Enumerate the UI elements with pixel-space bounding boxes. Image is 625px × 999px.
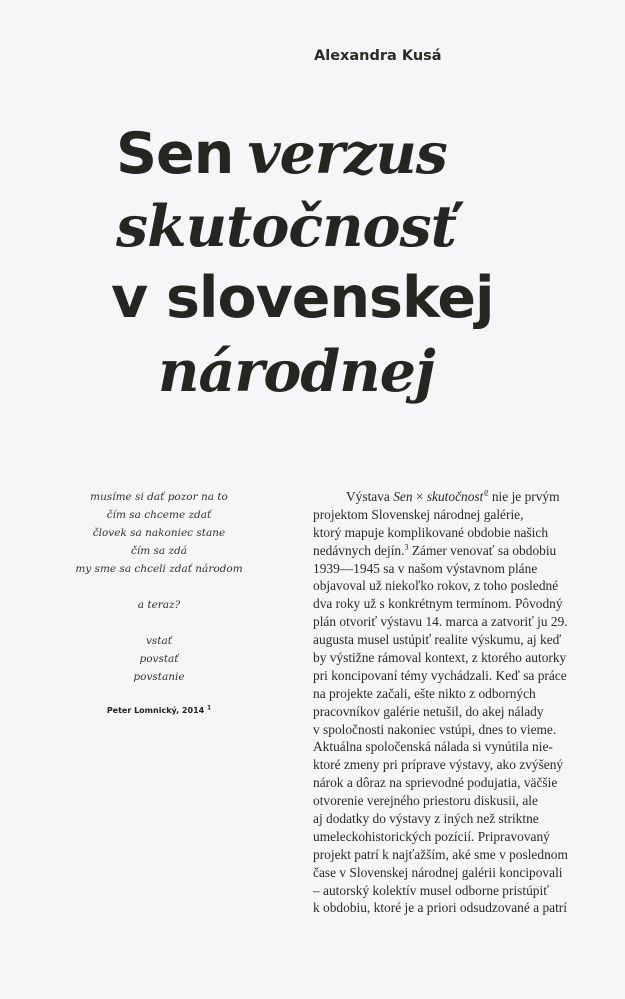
title-line-4: národnej	[158, 338, 435, 405]
author-name: Alexandra Kusá	[314, 48, 442, 64]
body-line: nárok a dôraz na sprievodné podujatia, väčšie	[313, 775, 558, 791]
body-line: ktorý mapuje komplikované obdobie našich	[313, 524, 549, 540]
poem-line: musíme si dať pozor na to	[90, 491, 228, 503]
body-line: objavoval už niekoľko rokov, z toho posledné	[313, 578, 559, 594]
title-line-2: skutočnosť	[116, 193, 456, 260]
body-line: k obdobiu, ktoré je a priori odsudzované a patrí	[313, 900, 567, 916]
body-line: Výstava Sen × skutočnosť$^2$ nie je prvým	[346, 488, 560, 504]
body-line: pri koncipovaní témy vychádzali. Keď sa práce	[313, 667, 567, 683]
poem-line: a teraz?	[137, 599, 181, 611]
body-text	[313, 488, 613, 917]
epigraph-poem	[60, 488, 258, 686]
title-line-1	[116, 120, 447, 187]
body-line: pracovníkov galérie netušil, do akej nálady	[313, 703, 544, 719]
body-line: otvorenie verejného priestoru diskusii, ale	[313, 793, 538, 809]
body-line: by výstižne rámoval kontext, z ktorého autorky	[313, 650, 567, 666]
body-line: na projekte začali, ešte nikto z odborných	[313, 685, 536, 701]
poem-line	[60, 578, 258, 596]
body-line: dva roky už s konkrétnym termínom. Pôvodný	[313, 596, 563, 612]
body-line: augusta musel ustúpiť realite výskumu, aj keď	[313, 632, 562, 648]
title-line-3: v slovenskej	[111, 265, 494, 331]
body-line: plán otvoriť výstavu 14. marca a zatvoriť ju 29.	[313, 614, 568, 630]
body-line: nedávnych dejín.$^3$ Zámer venovať sa obdobiu	[313, 542, 557, 558]
body-line: čase v Slovenskej národnej galérii koncipovali	[313, 864, 563, 880]
footnote-mark: 3	[404, 542, 409, 552]
body-line: projekt patrí k najťažším, aké sme v poslednom	[313, 846, 568, 862]
poem-line: čím sa zdá	[130, 545, 188, 557]
title-word: Sen	[116, 121, 234, 187]
poem-line: my sme sa chceli zdať národom	[75, 563, 243, 575]
footnote-mark: 1	[207, 704, 212, 712]
body-line: projektom Slovenskej národnej galérie,	[313, 506, 524, 522]
body-line: v spoločnosti nakoniec vstúpi, dnes to vieme.	[313, 721, 557, 737]
body-line: 1939—1945 sa v našom výstavnom pláne	[313, 560, 538, 576]
epigraph-credit	[60, 706, 258, 715]
body-line: Aktuálna spoločenská nálada si vynútila nie-	[313, 739, 553, 755]
poem-line: čím sa chceme zdať	[106, 509, 212, 521]
title-word-blackletter: verzus	[247, 120, 447, 187]
body-line: aj dodatky do výstavy z iných než striktne	[313, 811, 539, 827]
body-line: ktoré zmeny pri príprave výstavy, ako zvýšený	[313, 757, 564, 773]
poem-line: povstanie	[133, 671, 185, 683]
poem-line: povstať	[139, 653, 179, 665]
body-line: – autorský kolektív musel odborne pristúpiť	[313, 882, 549, 898]
poem-line: vstať	[145, 635, 173, 647]
poem-line: človek sa nakoniec stane	[92, 527, 226, 539]
footnote-mark: 2	[484, 488, 489, 498]
poem-line	[60, 614, 258, 632]
credit-text: Peter Lomnický, 2014	[106, 706, 205, 715]
body-line: umeleckohistorických pozícií. Pripravovaný	[313, 828, 550, 844]
